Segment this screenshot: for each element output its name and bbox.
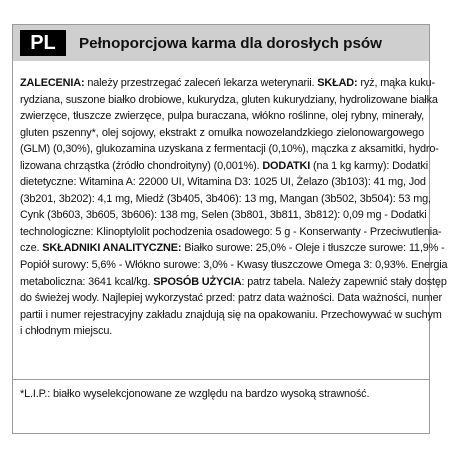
- text-run: do świeżej wody. Najlepiej wykorzystać przed: patrz data ważności. Data ważności, numer: [20, 292, 442, 305]
- pet-food-label-panel: [12, 24, 448, 434]
- text-run: partii i numer rejestracyjny zakładu znajdują się na opakowaniu. Przechowywać w suchym: [20, 308, 442, 321]
- text-run: (na 1 kg karmy): Dodatki: [310, 159, 428, 172]
- text-run: Cynk (3b603, 3b605, 3b606): 138 mg, Selen (3b801, 3b811, 3b812): 0,09 mg - Dodatki: [20, 209, 427, 222]
- label-text-line: [20, 307, 442, 324]
- text-run: Popiół surowy: 5,6% - Włókno surowe: 3,0% - Kwasy tłuszczowe Omega 3: 0,93%. Energia: [20, 259, 448, 272]
- text-run: Białko surowe: 25,0% - Oleje i tłuszcze surowe: 11,9% -: [181, 242, 445, 255]
- text-run: : patrz tabela. Należy zapewnić stały dostęp: [241, 275, 447, 288]
- section-heading: SPOSÓB UŻYCIA: [153, 275, 242, 288]
- label-text-line: [20, 257, 448, 274]
- label-text-line: [20, 141, 439, 158]
- footnote-divider: [13, 379, 429, 380]
- text-run: technologiczne: Klinoptylolit pochodzenia osadowego: 5 g - Konserwanty - Przeciwutlenia-: [20, 225, 442, 238]
- label-text-line: [20, 224, 442, 241]
- section-heading: DODATKI: [262, 159, 311, 172]
- label-text-line: [20, 191, 431, 208]
- text-run: (GLM) (0,30%), glukozamina uzyskana z fermentacji (0,10%), mączka z aksamitki, hydro-: [20, 143, 439, 156]
- label-text-line: [20, 174, 424, 191]
- label-text-line: [20, 125, 424, 142]
- text-run: metaboliczna: 3641 kcal/kg.: [20, 275, 154, 288]
- text-run: należy przestrzegać zaleceń lekarza weterynarii.: [84, 77, 318, 89]
- label-text-line: [20, 108, 424, 125]
- text-run: dietetyczne: Witamina A: 22000 UI, Witamina D3: 1025 UI, Żelazo (3b103): 41 mg, Jod: [20, 176, 426, 189]
- label-text-line: [20, 92, 438, 109]
- label-text-line: [20, 158, 428, 175]
- label-footnote: *L.I.P.: białko wyselekcjonowane ze względu na bardzo wysoką strawność.: [20, 388, 370, 400]
- label-header: [13, 25, 429, 61]
- label-text-line: [20, 207, 427, 224]
- label-text-line: [20, 290, 442, 307]
- text-run: i chłodnym miejscu.: [20, 325, 113, 338]
- label-text-line: [20, 323, 424, 340]
- label-text-line: [20, 274, 447, 291]
- label-text-line: [20, 240, 445, 257]
- text-run: (3b201, 3b202): 4,1 mg, Miedź (3b405, 3b406): 13 mg, Mangan (3b502, 3b504): 53 mg,: [20, 192, 431, 205]
- section-heading: ZALECENIA:: [20, 77, 85, 89]
- text-run: gluten pszenny*, olej sojowy, ekstrakt z omułka nowozelandzkiego zielonowargowego: [20, 126, 424, 139]
- label-title: Pełnoporcjowa karma dla dorosłych psów: [79, 35, 382, 52]
- label-text-line: [20, 75, 435, 92]
- label-body-text: [20, 75, 448, 340]
- section-heading: SKŁADNIKI ANALITYCZNE:: [42, 242, 182, 255]
- text-run: lizowana chrząstka (źródło chondroityny) (0,001%).: [20, 159, 263, 172]
- text-run: zwierzęce, tłuszcze zwierzęce, pulpa buraczana, włókno roślinne, olej rybny, minerały,: [20, 110, 424, 123]
- text-run: cze.: [20, 242, 43, 255]
- language-badge: PL: [20, 30, 66, 56]
- text-run: ryż, mąka kuku-: [357, 77, 435, 89]
- text-run: rydziana, suszone białko drobiowe, kukurydza, gluten kukurydziany, hydrolizowane białka: [20, 93, 438, 106]
- section-heading: SKŁAD:: [317, 77, 358, 89]
